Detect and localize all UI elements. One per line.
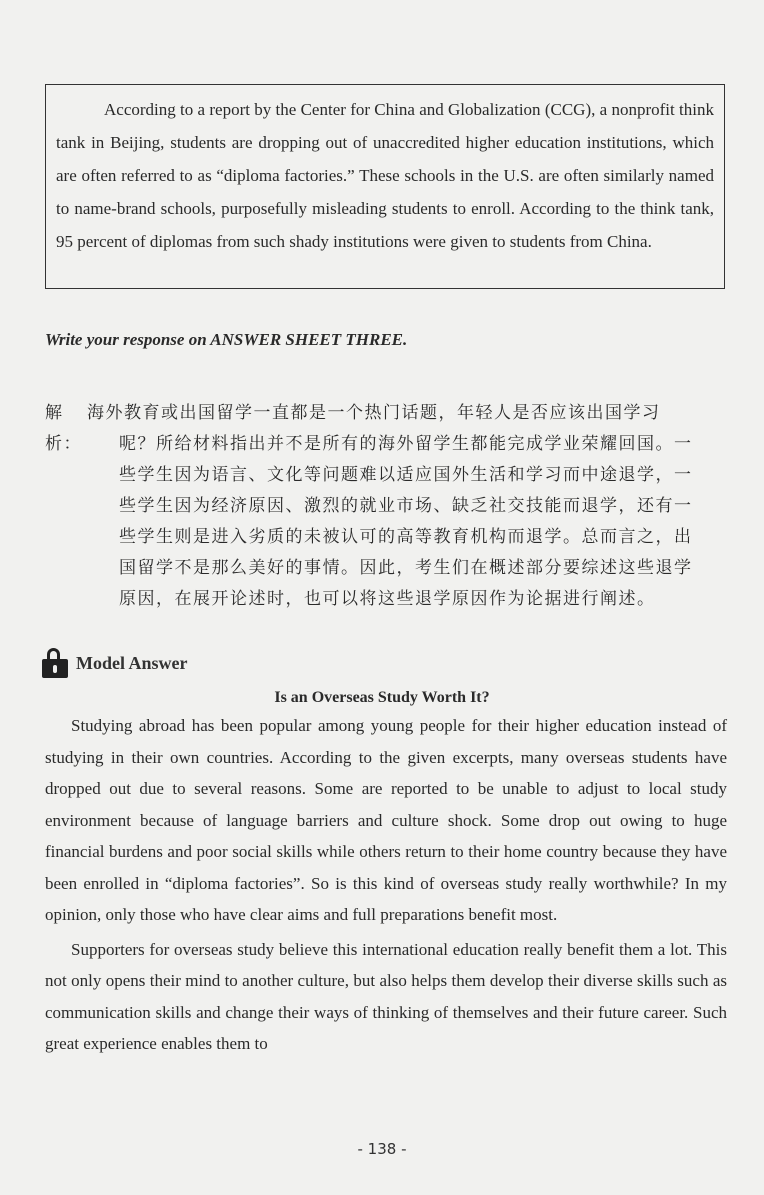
- unlocked-padlock-icon: [42, 648, 68, 678]
- essay-body: [45, 710, 727, 1060]
- analysis-line: 些学生因为经济原因、激烈的就业市场、缺乏社交技能而退学，还有一: [119, 496, 693, 516]
- essay-paragraph: Supporters for overseas study believe this international education really benefit them a lot. This not only opens their mind to another culture, but also helps them develop their diverse skills such as communication skills and change their ways of thinking of themselves and their future career. Such great experience enables them to: [45, 939, 727, 1053]
- instruction-text: Write your response on ANSWER SHEET THREE.: [45, 330, 408, 349]
- excerpt-box: [45, 84, 725, 289]
- analysis-line: 些学生则是进入劣质的未被认可的高等教育机构而退学。总而言之，出: [119, 527, 693, 547]
- analysis-line: 呢？所给材料指出并不是所有的海外留学生都能完成学业荣耀回国。一: [119, 434, 693, 454]
- analysis-line: 国留学不是那么美好的事情。因此，考生们在概述部分要综述这些退学: [119, 558, 693, 578]
- analysis-body: [85, 398, 730, 615]
- analysis-line: 原因，在展开论述时，也可以将这些退学原因作为论据进行阐述。: [119, 589, 656, 609]
- analysis-line: 海外教育或出国留学一直都是一个热门话题，年轻人是否应该出国学习: [87, 403, 661, 423]
- analysis-line: 些学生因为语言、文化等问题难以适应国外生活和学习而中途退学，一: [119, 465, 693, 485]
- excerpt-text: According to a report by the Center for China and Globalization (CCG), a nonprofit think tank in Beijing, students are dropping out of unaccredited higher education institutions, which are often referred to as “diploma factories.” These schools in the U.S. are often similarly named to name-brand schools, purposefully misleading students to enroll. According to the think tank, 95 percent of diplomas from such shady institutions were given to students from China.: [56, 100, 714, 251]
- analysis-label: 解析：: [45, 403, 82, 454]
- page-number: - 138 -: [357, 1140, 407, 1158]
- model-answer-header: [42, 648, 188, 678]
- analysis-section: [45, 398, 730, 615]
- essay-paragraph: Studying abroad has been popular among young people for their higher education instead of studying in their own countries. According to the given excerpts, many overseas students have dropped out due to several reasons. Some are reported to be unable to adjust to local study environment because of language barriers and culture shock. Some drop out owing to huge financial burdens and poor social skills while others return to their home country because they have been enrolled in “diploma factories”. So is this kind of overseas study really worthwhile? In my opinion, only those who have clear aims and full preparations benefit most.: [45, 716, 727, 924]
- model-answer-heading: Model Answer: [76, 652, 188, 673]
- essay-title: Is an Overseas Study Worth It?: [274, 689, 490, 706]
